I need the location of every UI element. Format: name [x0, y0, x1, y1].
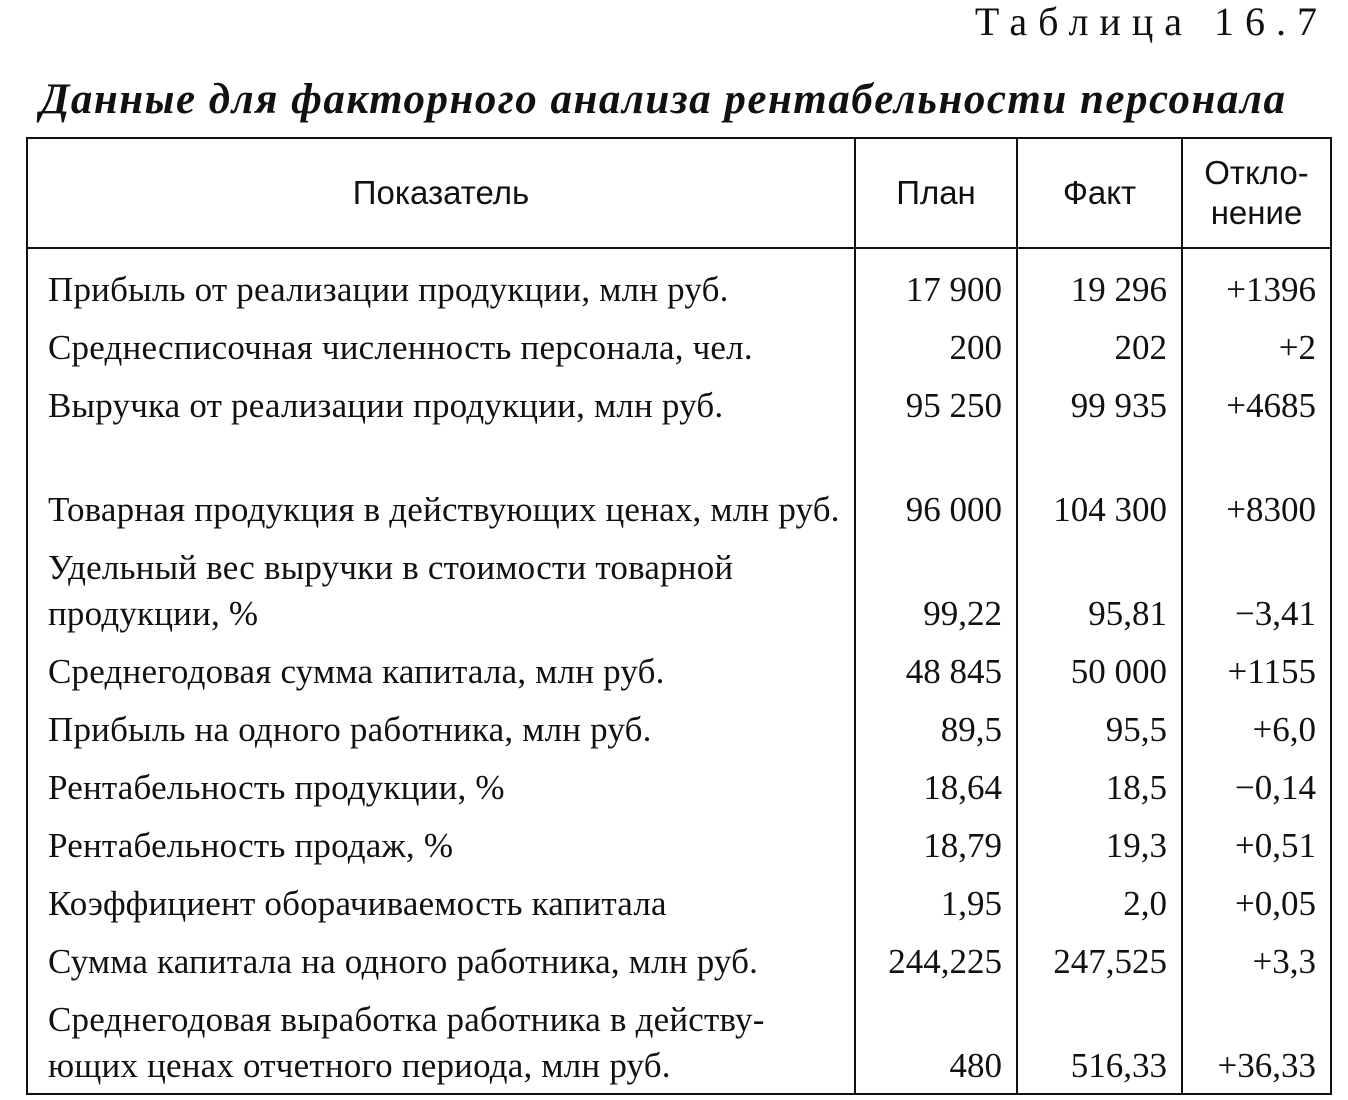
table-row	[27, 753, 1331, 811]
header-deviation: Откло- нение	[1182, 138, 1331, 248]
fact-cell: 19 296	[1017, 248, 1182, 313]
table-row	[27, 695, 1331, 753]
data-table	[26, 137, 1332, 1095]
fact-cell: 50 000	[1017, 637, 1182, 695]
fact-cell: 95,81	[1017, 533, 1182, 637]
table-row	[27, 637, 1331, 695]
table-row	[27, 985, 1331, 1094]
deviation-cell: +4685	[1182, 371, 1331, 429]
header-fact: Факт	[1017, 138, 1182, 248]
table-number: Таблица 16.7	[974, 0, 1328, 44]
deviation-cell: +8300	[1182, 429, 1331, 533]
table-row	[27, 927, 1331, 985]
indicator-cell: Рентабельность продукции, %	[48, 768, 505, 807]
deviation-cell: −0,14	[1182, 753, 1331, 811]
indicator-cell: Прибыль на одного работника, млн руб.	[48, 710, 652, 749]
indicator-cell: Удельный вес выручки в стоимости товарной продукции, %	[48, 548, 734, 633]
fact-cell: 202	[1017, 313, 1182, 371]
plan-cell: 244,225	[855, 927, 1017, 985]
plan-cell: 48 845	[855, 637, 1017, 695]
plan-cell: 480	[855, 985, 1017, 1094]
table-row	[27, 869, 1331, 927]
plan-cell: 96 000	[855, 429, 1017, 533]
table-row	[27, 533, 1331, 637]
plan-cell: 99,22	[855, 533, 1017, 637]
deviation-cell: +36,33	[1182, 985, 1331, 1094]
table-row	[27, 811, 1331, 869]
table-row	[27, 371, 1331, 429]
table-row	[27, 429, 1331, 533]
deviation-cell: −3,41	[1182, 533, 1331, 637]
table-row	[27, 248, 1331, 313]
fact-cell: 99 935	[1017, 371, 1182, 429]
fact-cell: 95,5	[1017, 695, 1182, 753]
indicator-cell: Выручка от реализации продукции, млн руб.	[48, 386, 724, 425]
plan-cell: 89,5	[855, 695, 1017, 753]
indicator-cell: Рентабельность продаж, %	[48, 826, 454, 865]
table-row	[27, 313, 1331, 371]
fact-cell: 18,5	[1017, 753, 1182, 811]
indicator-cell: Прибыль от реализации продукции, млн руб.	[48, 270, 729, 309]
indicator-cell: Сумма капитала на одного работника, млн руб.	[48, 942, 759, 981]
indicator-cell: Среднесписочная численность персонала, чел.	[48, 328, 753, 367]
deviation-cell: +3,3	[1182, 927, 1331, 985]
indicator-cell: Среднегодовая сумма капитала, млн руб.	[48, 652, 665, 691]
indicator-cell: Коэффициент оборачиваемость капитала	[48, 884, 667, 923]
plan-cell: 200	[855, 313, 1017, 371]
fact-cell: 19,3	[1017, 811, 1182, 869]
plan-cell: 1,95	[855, 869, 1017, 927]
table-title: Данные для факторного анализа рентабельности персонала	[40, 76, 1287, 123]
plan-cell: 18,64	[855, 753, 1017, 811]
deviation-cell: +6,0	[1182, 695, 1331, 753]
fact-cell: 104 300	[1017, 429, 1182, 533]
deviation-cell: +1155	[1182, 637, 1331, 695]
fact-cell: 247,525	[1017, 927, 1182, 985]
plan-cell: 17 900	[855, 248, 1017, 313]
plan-cell: 95 250	[855, 371, 1017, 429]
plan-cell: 18,79	[855, 811, 1017, 869]
indicator-cell: Среднегодовая выработка работника в действу-ющих ценах отчетного периода, млн руб.	[48, 1000, 765, 1085]
deviation-cell: +0,51	[1182, 811, 1331, 869]
deviation-cell: +1396	[1182, 248, 1331, 313]
fact-cell: 2,0	[1017, 869, 1182, 927]
indicator-cell: Товарная продукция в действующих ценах, млн руб.	[48, 490, 840, 529]
deviation-cell: +2	[1182, 313, 1331, 371]
header-plan: План	[855, 138, 1017, 248]
deviation-cell: +0,05	[1182, 869, 1331, 927]
header-row	[27, 138, 1331, 248]
header-indicator: Показатель	[27, 138, 855, 248]
fact-cell: 516,33	[1017, 985, 1182, 1094]
